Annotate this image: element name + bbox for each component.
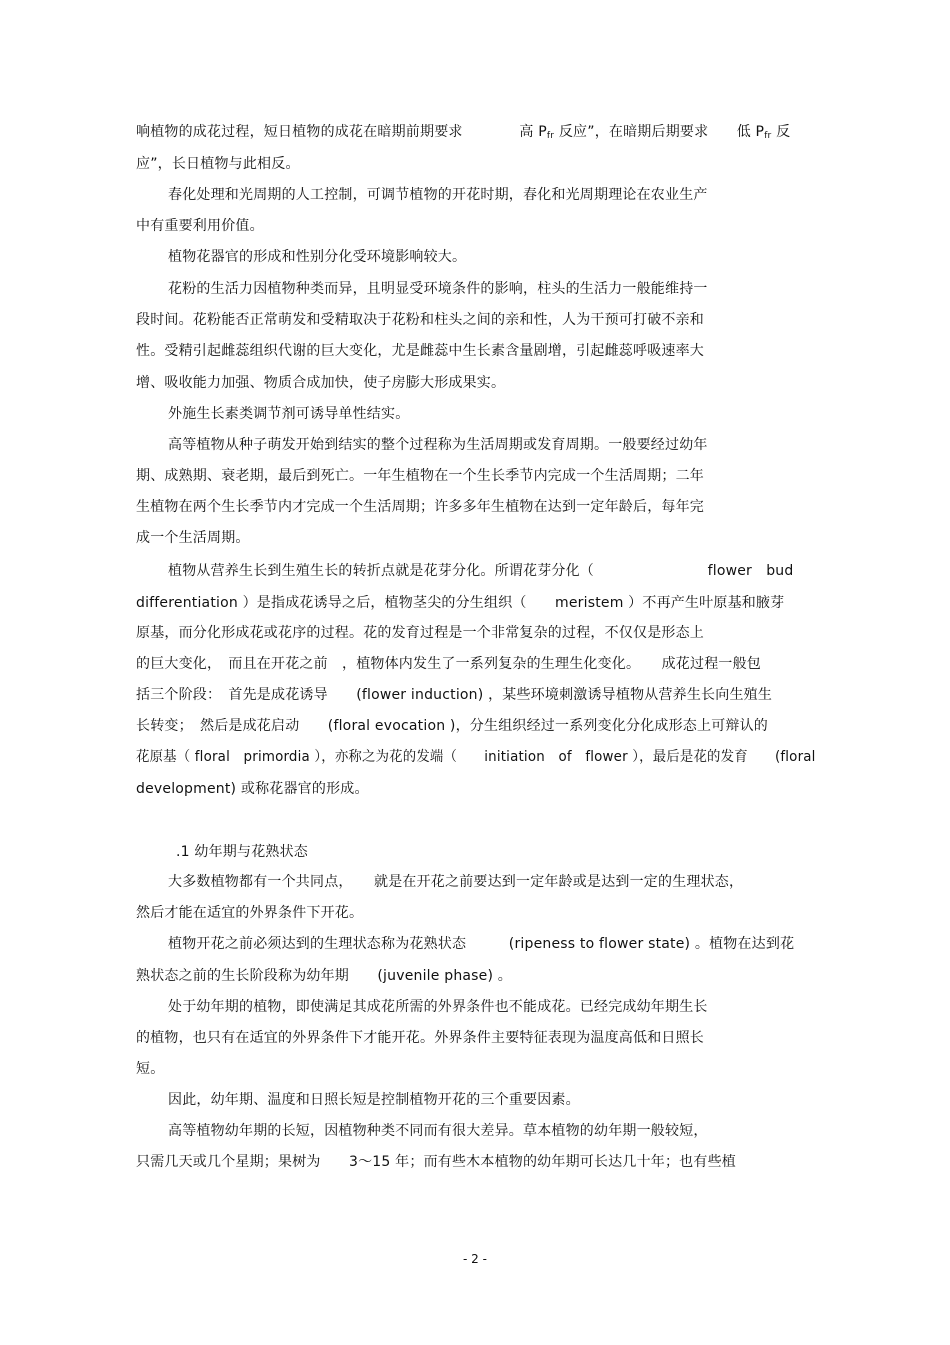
body-line: 原基，而分化形成花或花序的过程。花的发育过程是一个非常复杂的过程，不仅仅是形态上: [136, 625, 704, 641]
body-line: 因此，幼年期、温度和日照长短是控制植物开花的三个重要因素。: [168, 1092, 580, 1108]
body-line: 段时间。花粉能否正常萌发和受精取决于花粉和柱头之间的亲和性，人为干预可打破不亲和: [136, 312, 704, 328]
body-line: 响植物的成花过程，短日植物的成花在暗期前期要求 高 $P_{fr}$ 反应”，在暗期后期要求 低 $P_{fr}$ 反: [136, 124, 791, 141]
body-line: 植物从营养生长到生殖生长的转折点就是花芽分化。所谓花芽分化（ flower bud: [168, 563, 794, 579]
body-line: 熟状态之前的生长阶段称为幼年期 (juvenile phase) 。: [136, 968, 512, 984]
body-line: 植物开花之前必须达到的生理状态称为花熟状态 (ripeness to flower state) 。植物在达到花: [168, 936, 795, 952]
body-line: 长转变； 然后是成花启动 (floral evocation )，分生组织经过一系列变化分化成形态上可辩认的: [136, 718, 768, 734]
body-line: 期、成熟期、衰老期，最后到死亡。一年生植物在一个生长季节内完成一个生活周期；二年: [136, 468, 704, 484]
body-line: 应”，长日植物与此相反。: [136, 156, 300, 172]
body-line: 增、吸收能力加强、物质合成加快，使子房膨大形成果实。: [136, 375, 506, 391]
body-line: 高等植物幼年期的长短，因植物种类不同而有很大差异。草本植物的幼年期一般较短，: [168, 1123, 708, 1139]
body-line: 花原基（ floral primordia ），亦称之为花的发端（ initiation of flower ），最后是花的发育 (floral: [136, 749, 816, 765]
body-line: 短。: [136, 1061, 165, 1077]
body-line: 性。受精引起雌蕊组织代谢的巨大变化，尤是雌蕊中生长素含量剧增，引起雌蕊呼吸速率大: [136, 343, 704, 359]
body-line: 大多数植物都有一个共同点， 就是在开花之前要达到一定年龄或是达到一定的生理状态，: [168, 874, 744, 890]
body-line: 的巨大变化， 而且在开花之前 ，植物体内发生了一系列复杂的生理生化变化。 成花过程一般包: [136, 656, 761, 672]
body-line: 然后才能在适宜的外界条件下开花。: [136, 905, 364, 921]
body-line: 外施生长素类调节剂可诱导单性结实。: [168, 406, 410, 422]
body-line: 生植物在两个生长季节内才完成一个生活周期；许多多年生植物在达到一定年龄后，每年完: [136, 499, 704, 515]
body-line: development) 或称花器官的形成。: [136, 781, 369, 797]
page-number: - 2 -: [463, 1252, 487, 1266]
body-line: differentiation ）是指成花诱导之后，植物茎尖的分生组织（ meristem ）不再产生叶原基和腋芽: [136, 595, 785, 611]
body-line: 处于幼年期的植物，即使满足其成花所需的外界条件也不能成花。已经完成幼年期生长: [168, 999, 708, 1015]
body-line: 的植物，也只有在适宜的外界条件下才能开花。外界条件主要特征表现为温度高低和日照长: [136, 1030, 704, 1046]
body-line: 只需几天或几个星期；果树为 3～15 年；而有些木本植物的幼年期可长达几十年；也有些植: [136, 1154, 736, 1170]
body-line: 植物花器官的形成和性别分化受环境影响较大。: [168, 249, 467, 265]
body-line: 中有重要利用价值。: [136, 218, 264, 234]
body-line: 括三个阶段： 首先是成花诱导 (flower induction) ，某些环境刺激诱导植物从营养生长向生殖生: [136, 687, 773, 703]
section-heading: .1 幼年期与花熟状态: [176, 844, 309, 860]
body-line: 成一个生活周期。: [136, 530, 250, 546]
body-line: 春化处理和光周期的人工控制，可调节植物的开花时期，春化和光周期理论在农业生产: [168, 187, 708, 203]
body-line: 高等植物从种子萌发开始到结实的整个过程称为生活周期或发育周期。一般要经过幼年: [168, 437, 708, 453]
body-line: 花粉的生活力因植物种类而异，且明显受环境条件的影响，柱头的生活力一般能维持一: [168, 281, 708, 297]
